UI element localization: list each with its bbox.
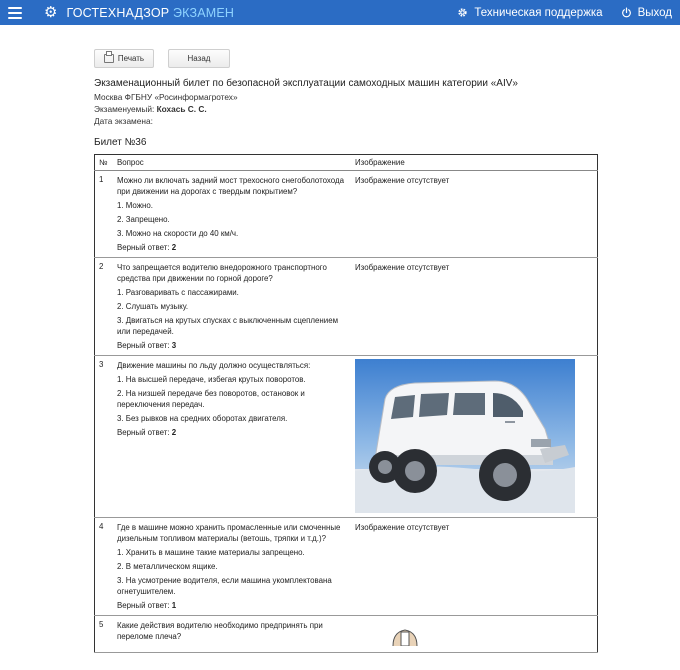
print-button[interactable] — [94, 49, 154, 68]
organization: Москва ФГБНУ «Росинформагротех» — [94, 92, 238, 102]
gear-icon — [457, 7, 468, 18]
examinee-name: Кохась С. С. — [156, 104, 207, 114]
gear-logo-icon: ⚙ — [44, 4, 58, 21]
correct-answer — [117, 600, 347, 611]
back-label: Назад — [187, 54, 211, 63]
exam-title: Экзаменационный билет по безопасной эксплуатации самоходных машин категории «AIV» — [94, 78, 518, 89]
table-row — [95, 258, 598, 356]
question-cell — [113, 616, 351, 653]
image-cell: Изображение отсутствует — [351, 518, 598, 616]
answer-option: 3. На усмотрение водителя, если машина укомплектована огнетушителем. — [117, 576, 332, 596]
ticket-number: Билет №36 — [94, 137, 147, 148]
answer-option: 2. Запрещено. — [117, 215, 170, 224]
row-num: 1 — [95, 171, 114, 258]
question-text: Какие действия водителю необходимо предпринять при переломе плеча? — [117, 621, 323, 641]
brand-main: ГОСТЕХНАДЗОР — [66, 5, 170, 20]
row-num: 5 — [95, 616, 114, 653]
question-text: Движение машины по льду должно осуществляться: — [117, 361, 311, 370]
app-brand[interactable] — [66, 6, 234, 20]
correct-answer — [117, 427, 347, 438]
row-num: 2 — [95, 258, 114, 356]
answer-label: Верный ответ: — [117, 601, 170, 610]
answer-option: 3. Можно на скорости до 40 км/ч. — [117, 229, 239, 238]
header-image: Изображение — [351, 155, 598, 171]
answer-value: 3 — [171, 341, 177, 350]
question-cell — [113, 171, 351, 258]
table-header-row — [95, 155, 598, 171]
answer-option: 1. Можно. — [117, 201, 153, 210]
question-cell — [113, 518, 351, 616]
answer-value: 2 — [171, 428, 177, 437]
menu-icon[interactable] — [8, 7, 22, 19]
support-label: Техническая поддержка — [474, 6, 603, 19]
answer-label: Верный ответ: — [117, 341, 170, 350]
row-num: 4 — [95, 518, 114, 616]
image-cell — [351, 356, 598, 518]
answer-label: Верный ответ: — [117, 428, 170, 437]
exam-content — [94, 49, 598, 653]
power-icon — [621, 7, 632, 18]
print-label: Печать — [117, 54, 145, 63]
image-cell: Изображение отсутствует — [351, 258, 598, 356]
back-button[interactable] — [168, 49, 230, 68]
table-row — [95, 518, 598, 616]
examinee-line — [94, 103, 598, 115]
vehicle-photo — [355, 359, 575, 513]
answer-option: 2. В металлическом ящике. — [117, 562, 218, 571]
table-row — [95, 616, 598, 653]
image-cell: Изображение отсутствует — [351, 171, 598, 258]
answer-option: 3. Двигаться на крутых спусках с выключенным сцеплением или передачей. — [117, 316, 339, 336]
answer-option: 1. Хранить в машине такие материалы запрещено. — [117, 548, 305, 557]
question-text: Что запрещается водителю внедорожного транспортного средства при движении по горной дороге? — [117, 263, 327, 283]
printer-icon — [104, 54, 114, 63]
questions-table — [94, 154, 598, 653]
table-row — [95, 171, 598, 258]
image-cell — [351, 616, 598, 653]
correct-answer — [117, 242, 347, 253]
answer-option: 1. Разговаривать с пассажирами. — [117, 288, 239, 297]
examinee-label: Экзаменуемый: — [94, 104, 155, 114]
table-row — [95, 356, 598, 518]
row-num: 3 — [95, 356, 114, 518]
question-text: Можно ли включать задний мост трехосного снегоболотохода при движении на дорогах с твердым покрытием? — [117, 176, 345, 196]
question-cell — [113, 258, 351, 356]
top-bar — [0, 0, 680, 25]
answer-value: 2 — [171, 243, 177, 252]
answer-label: Верный ответ: — [117, 243, 170, 252]
header-num: № — [95, 155, 114, 171]
answer-option: 2. На низшей передаче без поворотов, остановок и переключения передач. — [117, 389, 305, 409]
answer-option: 3. Без рывков на средних оборотах двигателя. — [117, 414, 288, 423]
exam-date: Дата экзамена: — [94, 116, 153, 126]
question-cell — [113, 356, 351, 518]
exit-link[interactable] — [621, 7, 672, 19]
support-link[interactable] — [457, 7, 602, 19]
exit-label: Выход — [637, 6, 672, 19]
answer-option: 1. На высшей передаче, избегая крутых поворотов. — [117, 375, 306, 384]
header-question: Вопрос — [113, 155, 351, 171]
question-text: Где в машине можно хранить промасленные или смоченные дизельным топливом материалы (ветошь, тряпки и т.д.)? — [117, 523, 341, 543]
toolbar — [94, 49, 598, 68]
answer-value: 1 — [171, 601, 177, 610]
correct-answer — [117, 340, 347, 351]
figure-illustration — [385, 626, 425, 646]
brand-accent: ЭКЗАМЕН — [172, 5, 235, 20]
answer-option: 2. Слушать музыку. — [117, 302, 189, 311]
